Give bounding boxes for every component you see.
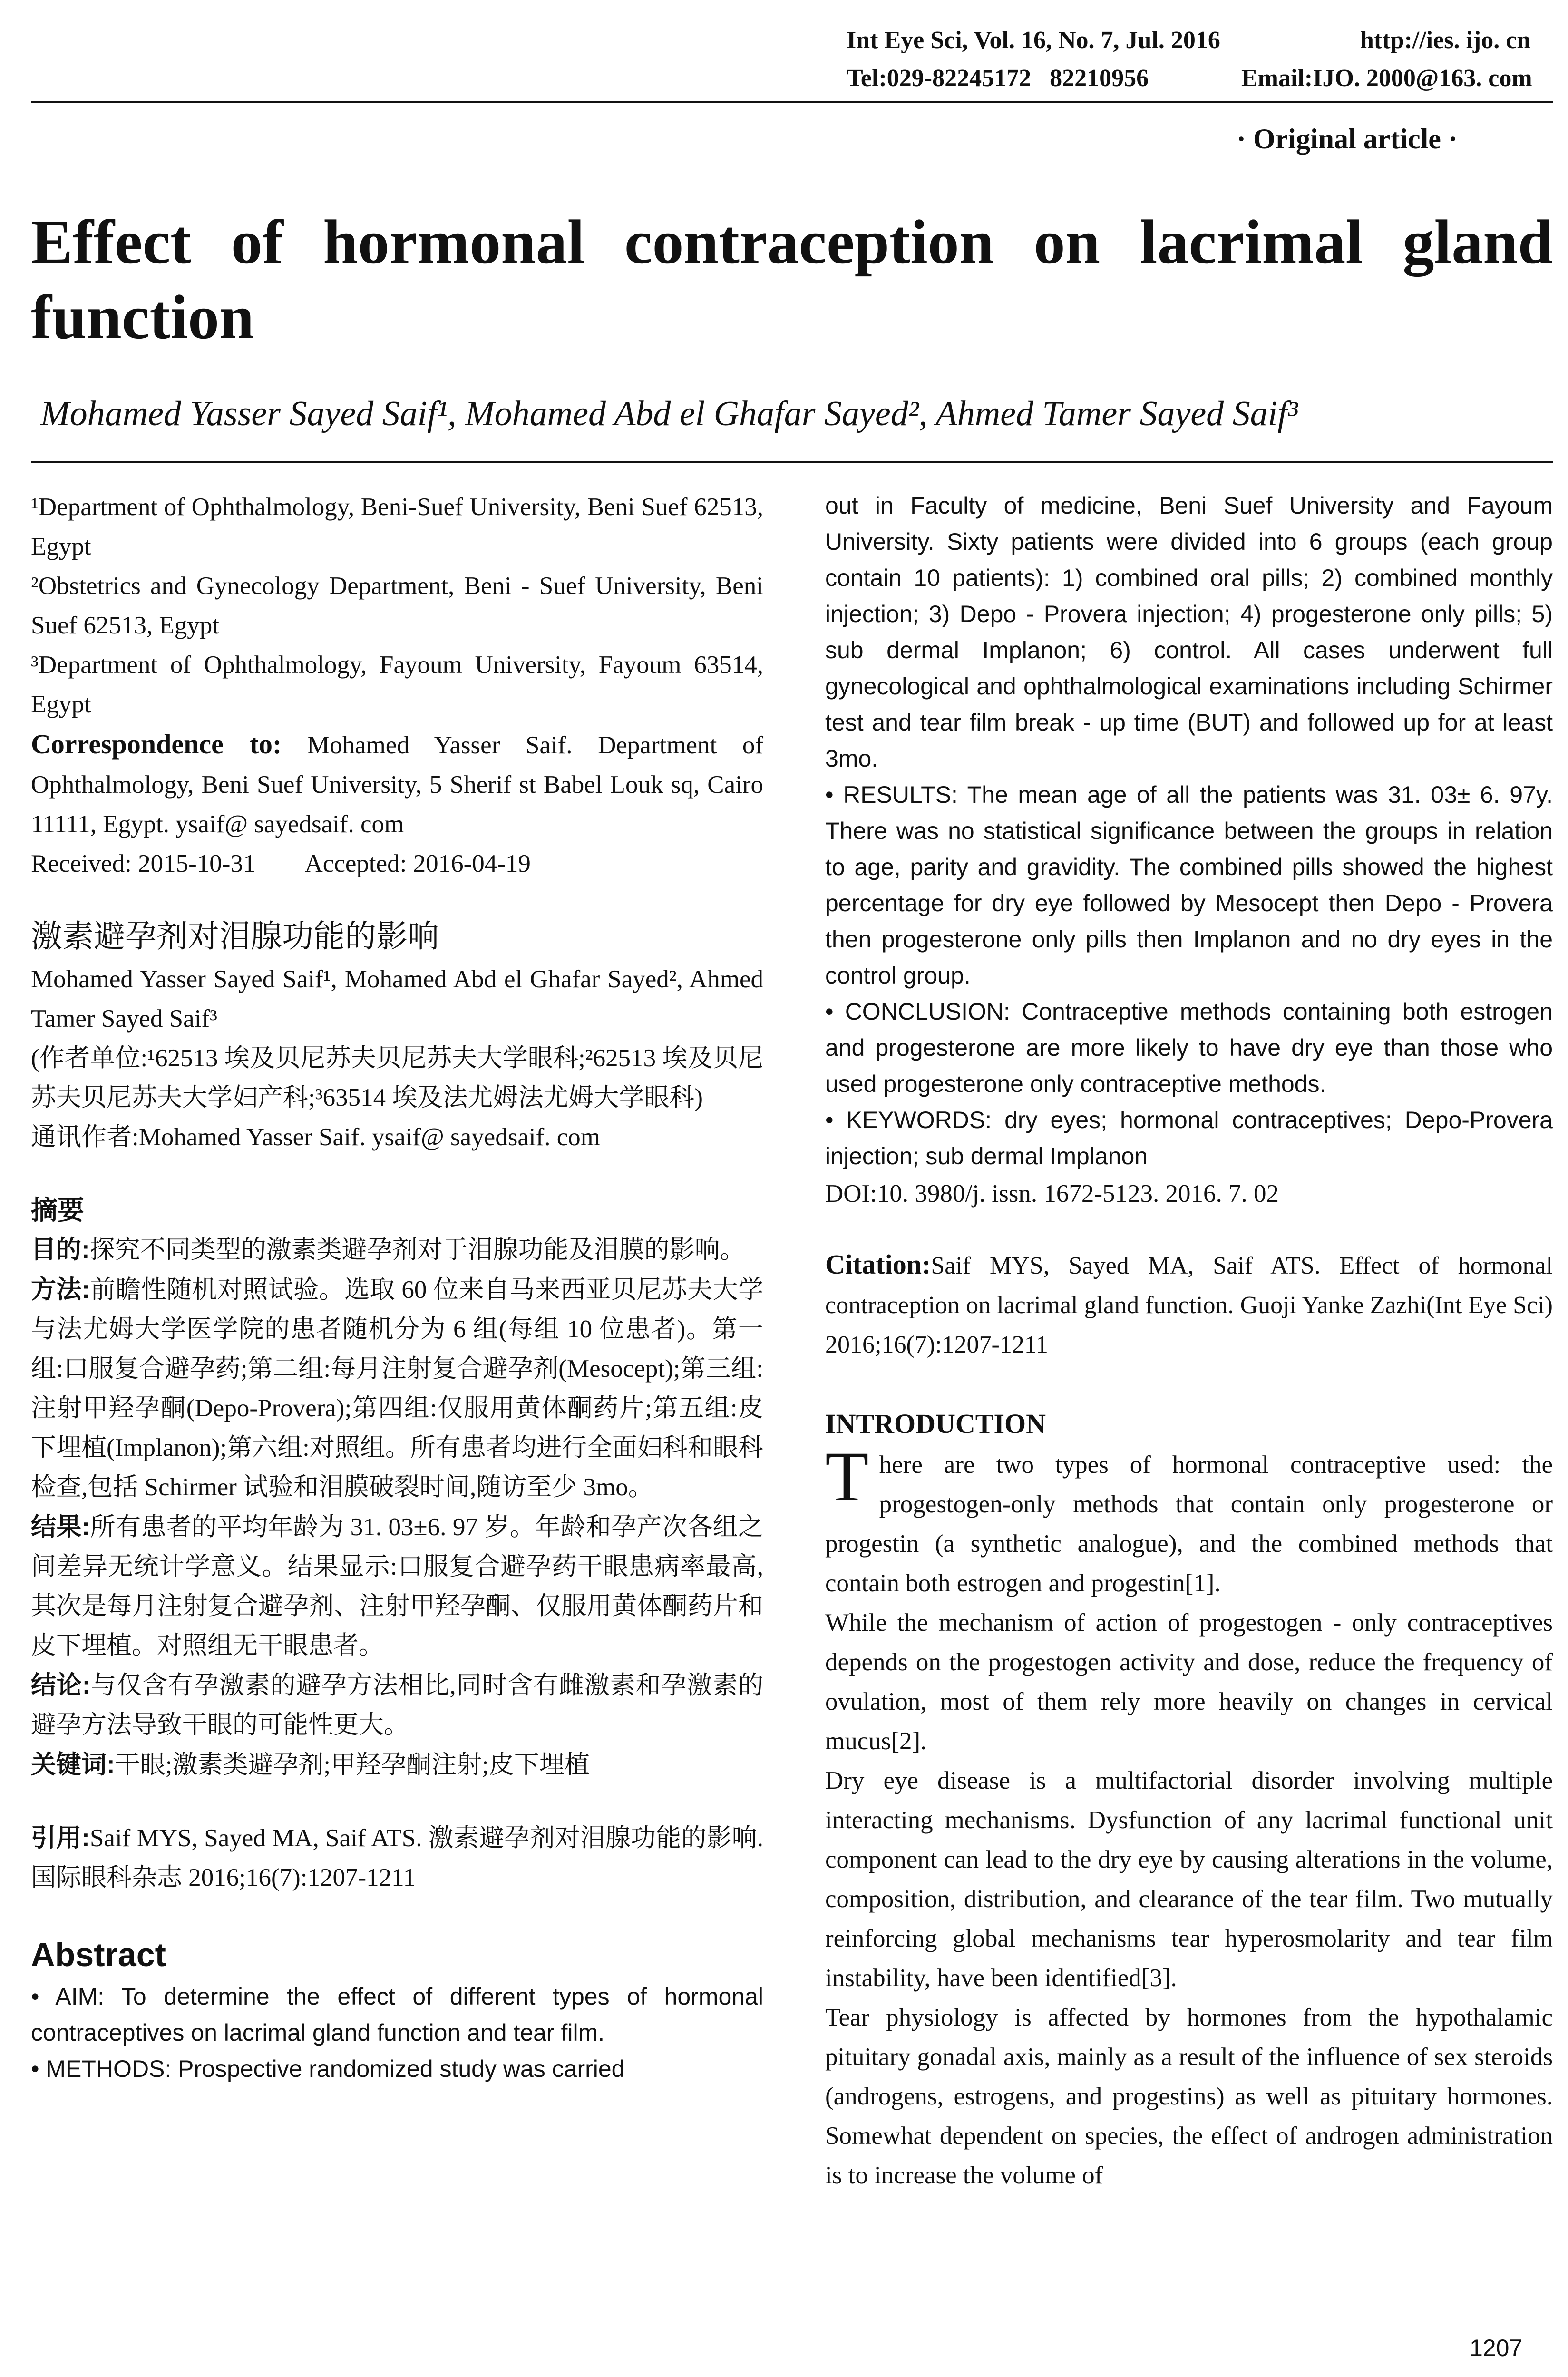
dates — [31, 844, 763, 884]
cn-abstract-heading: 摘要 — [31, 1195, 84, 1225]
cn-title: 激素避孕剂对泪腺功能的影响 — [31, 918, 439, 954]
authors-line: Mohamed Yasser Sayed Saif¹, Mohamed Abd el Ghafar Sayed², Ahmed Tamer Sayed Saif³ — [40, 394, 1298, 433]
intro-para-1-text: here are two types of hormonal contraceptive used: the progestogen-only methods that contain only progesterone or progestin (a synthetic analogue), and the combined methods that contain both estrogen and progestin[1]. — [825, 1451, 1553, 1597]
cn-authors: Mohamed Yasser Sayed Saif¹, Mohamed Abd el Ghafar Sayed², Ahmed Tamer Sayed Saif³ — [31, 965, 763, 1033]
cn-conclusion — [31, 1666, 763, 1745]
cn-methods-text: 前瞻性随机对照试验。选取 60 位来自马来西亚贝尼苏夫大学与法尤姆大学医学院的患者随机分为 6 组(每组 10 位患者)。第一组:口服复合避孕药;第二组:每月注射复合避孕剂(Mesocept);第三组:注射甲羟孕酮(Depo-Provera);第四组:仅服用黄体酮药片;第五组:皮下埋植(Implanon);第六组:对照组。所有患者均进行全面妇科和眼科检查,包括 Schirmer 试验和泪膜破裂时间,随访至少 3mo。 — [31, 1276, 763, 1501]
cn-aim-label: 目的: — [31, 1236, 90, 1264]
abstract-keywords: • KEYWORDS: dry eyes; hormonal contraceptives; Depo-Provera injection; sub dermal Implanon — [825, 1107, 1553, 1169]
cn-affiliation: (作者单位:¹62513 埃及贝尼苏夫贝尼苏夫大学眼科;²62513 埃及贝尼苏夫贝尼苏夫大学妇产科;³63514 埃及法尤姆法尤姆大学眼科) — [31, 1044, 763, 1111]
cn-conclusion-text: 与仅含有孕激素的避孕方法相比,同时含有雌激素和孕激素的避孕方法导致干眼的可能性更大。 — [31, 1672, 764, 1739]
received-date: Received: 2015-10-31 — [31, 850, 256, 877]
intro-para-4: Tear physiology is affected by hormones from the hypothalamic pituitary gonadal axis, mainly as a result of the influence of sex steroids (androgens, estrogens, and progestins) as well as pituitary hormones. Somewhat dependent on species, the effect of androgen administration is to increase the volume of — [825, 2004, 1553, 2189]
page-number: 1207 — [1470, 2335, 1523, 2361]
cn-correspondence: 通讯作者:Mohamed Yasser Saif. ysaif@ sayedsaif. com — [31, 1123, 600, 1151]
right-column — [825, 487, 1553, 2195]
abstract-results: • RESULTS: The mean age of all the patients was 31. 03± 6. 97y. There was no statistical significance between the groups in relation to age, parity and gravidity. The combined pills showed the highest percentage for dry eye followed by Mesocept then Depo - Provera then progesterone only pills then Implanon and no dry eyes in the control group. — [825, 781, 1553, 989]
citation-text: Saif MYS, Sayed MA, Saif ATS. Effect of hormonal contraception on lacrimal gland function. Guoji Yanke Zazhi(Int Eye Sci) 2016;16(7):1207-1211 — [825, 1252, 1553, 1358]
cn-results-text: 所有患者的平均年龄为 31. 03±6. 97 岁。年龄和孕产次各组之间差异无统计学意义。结果显示:口服复合避孕药干眼患病率最高,其次是每月注射复合避孕剂、注射甲羟孕酮、仅服用黄体酮药片和皮下埋植。对照组无干眼患者。 — [31, 1513, 763, 1659]
abstract-aim: • AIM: To determine the effect of different types of hormonal contraceptives on lacrimal gland function and tear film. — [31, 1983, 763, 2046]
cn-results — [31, 1507, 763, 1666]
left-column — [31, 487, 763, 2087]
journal-url[interactable]: http://ies. ijo. cn — [1360, 27, 1531, 54]
doi[interactable]: DOI:10. 3980/j. issn. 1672-5123. 2016. 7. 02 — [825, 1180, 1279, 1208]
correspondence — [31, 724, 763, 844]
citation-label: Citation: — [825, 1249, 931, 1280]
abstract-right — [825, 487, 1553, 1174]
abstract-conclusion: • CONCLUSION: Contraceptive methods containing both estrogen and progesterone are more likely to have dry eye than those who used progesterone only contraceptive methods. — [825, 998, 1553, 1097]
abstract-left — [31, 1978, 763, 2087]
cn-conclusion-label: 结论: — [31, 1671, 91, 1699]
citation — [825, 1245, 1553, 1364]
cn-keywords-label: 关键词: — [31, 1751, 115, 1779]
intro-para-2: While the mechanism of action of progestogen - only contraceptives depends on the progestogen activity and dose, reduce the frequency of ovulation, most of them rely more heavily on changes in cervical mucus[2]. — [825, 1609, 1553, 1755]
cn-methods — [31, 1270, 763, 1507]
journal-email[interactable]: Email:IJO. 2000@163. com — [1241, 65, 1532, 92]
intro-para-1 — [825, 1437, 1553, 1603]
affiliation-3: ³Department of Ophthalmology, Fayoum University, Fayoum 63514, Egypt — [31, 651, 763, 718]
cn-citation-label: 引用: — [31, 1824, 90, 1852]
intro-heading: INTRODUCTION — [825, 1408, 1046, 1439]
correspondence-text: Mohamed Yasser Saif. Department of Ophthalmology, Beni Suef University, 5 Sherif st Babel Louk sq, Cairo 11111, Egypt. ysaif@ sayedsaif. com — [31, 731, 764, 838]
cn-methods-label: 方法: — [31, 1276, 90, 1304]
accepted-date: Accepted: 2016-04-19 — [304, 850, 531, 877]
cn-citation — [31, 1818, 763, 1898]
intro-body — [825, 1437, 1553, 2195]
cn-results-label: 结果: — [31, 1513, 90, 1541]
journal-tel: Tel:029-82245172 82210956 — [847, 65, 1149, 92]
page-title: Effect of hormonal contraception on lacrimal gland function — [31, 207, 1553, 352]
intro-para-3: Dry eye disease is a multifactorial disorder involving multiple interacting mechanisms. Dysfunction of any lacrimal functional unit component can lead to the dry eye by causing alterations in the volume, composition, distribution, and clearance of the tear film. Two mutually reinforcing global mechanisms tear hyperosmolarity and tear film instability, have been identified[3]. — [825, 1767, 1553, 1992]
header-rule — [31, 101, 1553, 103]
cn-aim-text: 探究不同类型的激素类避孕剂对于泪腺功能及泪膜的影响。 — [89, 1236, 745, 1264]
cn-citation-text: Saif MYS, Sayed MA, Saif ATS. 激素避孕剂对泪腺功能的影响. 国际眼科杂志 2016;16(7):1207-1211 — [31, 1824, 763, 1891]
cn-keywords — [31, 1745, 763, 1785]
affiliation-1: ¹Department of Ophthalmology, Beni-Suef University, Beni Suef 62513, Egypt — [31, 493, 763, 560]
cn-keywords-text: 干眼;激素类避孕剂;甲羟孕酮注射;皮下埋植 — [115, 1751, 590, 1779]
cn-aim — [31, 1230, 763, 1270]
abstract-methods-start: • METHODS: Prospective randomized study was carried — [31, 2056, 625, 2082]
abstract-methods-cont: out in Faculty of medicine, Beni Suef University and Fayoum University. Sixty patients were divided into 6 groups (each group contain 10 patients): 1) combined oral pills; 2) combined monthly injection; 3) Depo - Provera injection; 4) progesterone only pills; 5) sub dermal Implanon; 6) control. All cases underwent full gynecological and ophthalmological examinations including Schirmer test and tear film break - up time (BUT) and followed up for at least 3mo. — [825, 492, 1553, 772]
authors-rule — [31, 461, 1553, 463]
affiliation-2: ²Obstetrics and Gynecology Department, Beni - Suef University, Beni Suef 62513, Egypt — [31, 572, 763, 639]
article-type: · Original article · — [1237, 123, 1458, 155]
intro-dropcap: T — [825, 1437, 869, 1516]
correspondence-label: Correspondence to: — [31, 729, 282, 760]
journal-line: Int Eye Sci, Vol. 16, No. 7, Jul. 2016 — [847, 27, 1220, 54]
abstract-heading: Abstract — [31, 1936, 166, 1973]
